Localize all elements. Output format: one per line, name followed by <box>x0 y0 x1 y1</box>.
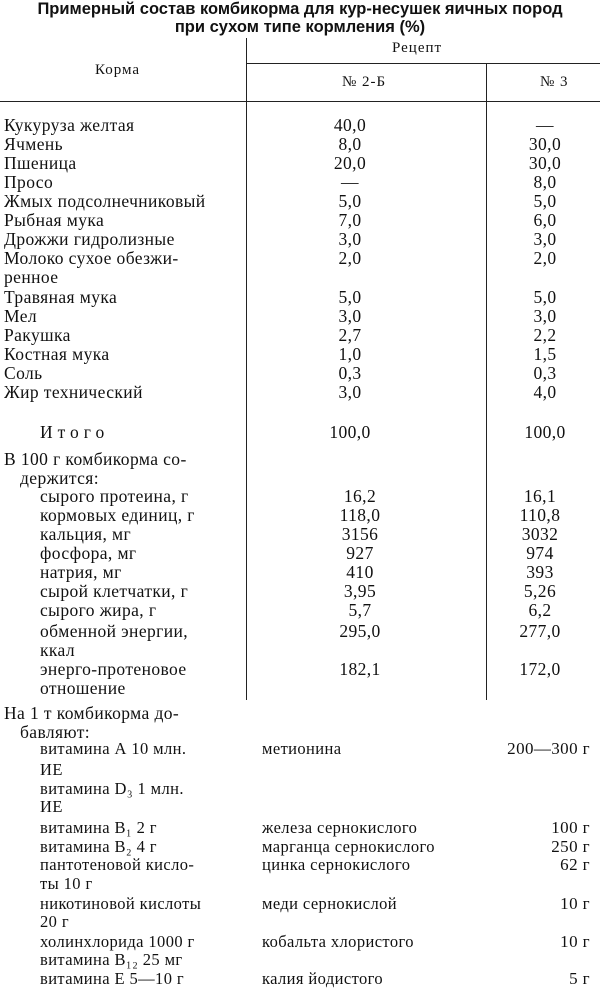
recipe-b-value: 6,0 <box>533 210 557 230</box>
nutrient-row <box>0 506 600 525</box>
additive-row <box>0 855 600 874</box>
additive-row <box>0 818 600 837</box>
recipe-a-value: 295,0 <box>339 621 381 641</box>
mineral-amount: 250 г <box>551 837 590 856</box>
recipe-b-value: 3,0 <box>533 306 557 326</box>
feed-row <box>0 383 600 402</box>
feed-name: Соль <box>4 363 43 383</box>
recipe-a-value: 2,7 <box>338 325 362 345</box>
feed-row <box>0 307 600 326</box>
recipe-b-value: 30,0 <box>528 153 562 173</box>
recipe-a-value: 410 <box>346 562 374 582</box>
recipe-a-value: 40,0 <box>333 115 367 135</box>
feed-row <box>0 345 600 364</box>
recipe-b-value: 172,0 <box>519 659 561 679</box>
feed-row <box>0 154 600 173</box>
feed-row <box>0 288 600 307</box>
recipe-b-value: 3032 <box>521 524 559 544</box>
mineral-amount: 100 г <box>551 818 590 837</box>
feed-row <box>0 116 600 135</box>
nutrient-row <box>0 660 600 679</box>
recipe-b-value: 16,1 <box>523 486 557 506</box>
additive-row <box>0 912 600 931</box>
recipe-a-value: 3156 <box>341 524 379 544</box>
feed-name: Ракушка <box>4 325 71 345</box>
recipe-a-header: № 2-Б <box>342 74 387 90</box>
recipe-b-value: 5,0 <box>533 191 557 211</box>
mineral-item: метионина <box>262 739 342 758</box>
recipe-b-value: 110,8 <box>519 505 561 525</box>
page-subtitle: при сухом типе кормления (%) <box>174 18 426 36</box>
vitamin-item: ИЕ <box>40 760 63 779</box>
feed-row <box>0 230 600 249</box>
nutrient-row <box>0 544 600 563</box>
feed-row <box>0 192 600 211</box>
feed-column-header: Корма <box>95 62 141 78</box>
recipe-b-value: 5,26 <box>523 581 557 601</box>
vitamin-item: холинхлорида 1000 г <box>40 932 195 951</box>
nutrient-name: кормовых единиц, г <box>40 505 195 525</box>
page-title: Примерный состав комбикорма для кур-несушек яичных пород <box>37 0 563 18</box>
total-line <box>0 423 600 442</box>
additive-row <box>0 797 600 816</box>
feed-name: Молоко сухое обезжи- <box>4 248 179 268</box>
recipe-b-value: 2,0 <box>533 248 557 268</box>
nutrient-name: кальция, мг <box>40 524 132 544</box>
additive-row <box>0 950 600 969</box>
nutrient-name: энерго-протеновое <box>40 659 187 679</box>
vitamin-item: витамина B₁ 2 г <box>40 818 157 837</box>
nutrient-name: сырого жира, г <box>40 600 157 620</box>
nutrient-row <box>0 563 600 582</box>
nutrient-row <box>0 601 600 620</box>
total-label: Итого <box>40 422 110 442</box>
recipe-a-value: 182,1 <box>339 659 381 679</box>
contains-heading-cont: держится: <box>20 468 100 488</box>
vitamin-item: витамина B₁₂ 25 мг <box>40 950 183 969</box>
nutrient-name: обменной энергии, <box>40 621 189 641</box>
nutrient-row <box>0 487 600 506</box>
nutrient-name: сырой клетчатки, г <box>40 581 189 601</box>
recipe-b-value: 3,0 <box>533 229 557 249</box>
feed-row <box>0 211 600 230</box>
feed-row <box>0 268 600 287</box>
vitamin-item: пантотеновой кисло- <box>40 855 195 874</box>
feed-name: Просо <box>4 172 54 192</box>
recipe-b-value: 2,2 <box>533 325 557 345</box>
mineral-amount: 10 г <box>560 894 590 913</box>
feed-name: Пшеница <box>4 153 77 173</box>
additive-row <box>0 837 600 856</box>
feed-name: Рыбная мука <box>4 210 105 230</box>
feed-name: Мел <box>4 306 38 326</box>
nutrient-name: фосфора, мг <box>40 543 137 563</box>
vitamin-item: витамина D₃ 1 млн. <box>40 779 184 798</box>
feed-name: Кукуруза желтая <box>4 115 135 135</box>
total-a: 100,0 <box>329 422 371 442</box>
vitamin-item: ты 10 г <box>40 874 93 893</box>
mineral-item: кобальта хлористого <box>262 932 414 951</box>
nutrient-row <box>0 641 600 660</box>
nutrient-name: натрия, мг <box>40 562 122 582</box>
recipe-a-value: 1,0 <box>338 344 362 364</box>
recipe-a-value: — <box>341 172 359 192</box>
feed-name: Дрожжи гидролизные <box>4 229 175 249</box>
recipe-a-value: 927 <box>346 543 374 563</box>
recipe-b-value: 8,0 <box>533 172 557 192</box>
vitamin-item: витамина Е 5—10 г <box>40 969 185 988</box>
total-b: 100,0 <box>524 422 566 442</box>
recipe-b-value: 0,3 <box>533 363 557 383</box>
recipe-b-value: — <box>536 115 554 135</box>
recipe-b-value: 393 <box>526 562 554 582</box>
nutrient-row <box>0 622 600 641</box>
nutrient-row <box>0 679 600 698</box>
header-bottom-rule <box>0 101 600 102</box>
additive-row <box>0 969 600 988</box>
recipe-b-value: 5,0 <box>533 287 557 307</box>
mineral-item: марганца сернокислого <box>262 837 435 856</box>
additive-row <box>0 779 600 798</box>
recipe-b-value: 30,0 <box>528 134 562 154</box>
recipe-b-value: 4,0 <box>533 382 557 402</box>
mineral-amount: 62 г <box>560 855 590 874</box>
mineral-amount: 200—300 г <box>507 739 590 758</box>
recipe-a-value: 5,0 <box>338 287 362 307</box>
recipe-b-value: 6,2 <box>528 600 552 620</box>
recipe-a-value: 3,0 <box>338 382 362 402</box>
recipe-b-header: № 3 <box>540 74 569 90</box>
recipe-header: Рецепт <box>392 40 443 56</box>
feed-name: Костная мука <box>4 344 110 364</box>
recipe-a-value: 0,3 <box>338 363 362 383</box>
recipe-a-value: 20,0 <box>333 153 367 173</box>
feed-row <box>0 173 600 192</box>
feed-row <box>0 364 600 383</box>
recipe-a-value: 3,0 <box>338 229 362 249</box>
recipe-a-value: 2,0 <box>338 248 362 268</box>
recipe-a-value: 3,0 <box>338 306 362 326</box>
vitamin-item: ИЕ <box>40 797 63 816</box>
feed-name: Жир технический <box>4 382 143 402</box>
recipe-sub-rule <box>246 63 600 64</box>
recipe-a-value: 118,0 <box>339 505 381 525</box>
additive-row <box>0 932 600 951</box>
additives-heading-cont: бавляют: <box>20 722 91 742</box>
nutrient-name: сырого протеина, г <box>40 486 189 506</box>
nutrient-name: отношение <box>40 678 126 698</box>
vitamin-item: витамина А 10 млн. <box>40 739 187 758</box>
recipe-a-value: 5,0 <box>338 191 362 211</box>
recipe-b-value: 277,0 <box>519 621 561 641</box>
additive-row <box>0 894 600 913</box>
recipe-b-value: 1,5 <box>533 344 557 364</box>
additive-row <box>0 739 600 758</box>
vitamin-item: 20 г <box>40 912 69 931</box>
additives-heading: На 1 т комбикорма до- <box>4 703 180 723</box>
feed-row <box>0 249 600 268</box>
mineral-item: цинка сернокислого <box>262 855 411 874</box>
feed-row <box>0 326 600 345</box>
mineral-item: железа сернокислого <box>262 818 418 837</box>
recipe-a-value: 7,0 <box>338 210 362 230</box>
feed-row <box>0 135 600 154</box>
recipe-a-value: 5,7 <box>348 600 372 620</box>
recipe-b-value: 974 <box>526 543 554 563</box>
feed-name: Травяная мука <box>4 287 118 307</box>
nutrient-row <box>0 525 600 544</box>
vitamin-item: витамина B₂ 4 г <box>40 837 157 856</box>
additive-row <box>0 760 600 779</box>
mineral-amount: 5 г <box>569 969 590 988</box>
recipe-a-value: 16,2 <box>343 486 377 506</box>
feed-name: ренное <box>4 267 59 287</box>
mineral-amount: 10 г <box>560 932 590 951</box>
recipe-a-value: 3,95 <box>343 581 377 601</box>
contains-heading: В 100 г комбикорма со- <box>4 449 187 469</box>
feed-name: Жмых подсолнечниковый <box>4 191 206 211</box>
mineral-item: меди сернокислой <box>262 894 397 913</box>
feed-name: Ячмень <box>4 134 64 154</box>
nutrient-row <box>0 582 600 601</box>
mineral-item: калия йодистого <box>262 969 384 988</box>
nutrient-name: ккал <box>40 640 75 660</box>
recipe-a-value: 8,0 <box>338 134 362 154</box>
additive-row <box>0 874 600 893</box>
vitamin-item: никотиновой кислоты <box>40 894 202 913</box>
